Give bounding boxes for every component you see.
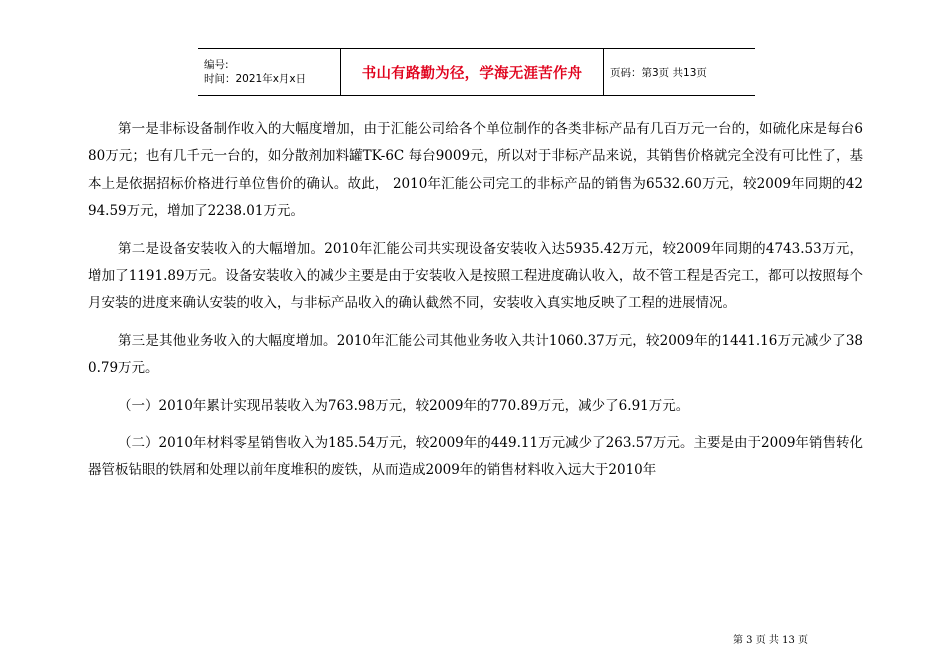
page-footer: 第 3 页 共 13 页	[733, 635, 808, 646]
document-time-label: 时间：2021年x月x日	[204, 73, 307, 85]
header-motto: 书山有路勤为径，学海无涯苦作舟	[361, 65, 583, 82]
paragraph: 第三是其他业务收入的大幅度增加。2010年汇能公司其他业务收入共计1060.37万元，较2009年的1441.16万元减少了380.79万元。	[88, 332, 863, 377]
document-header	[198, 48, 755, 96]
document-body	[88, 116, 863, 495]
paragraph: 第一是非标设备制作收入的大幅度增加，由于汇能公司给各个单位制作的各类非标产品有几百万元一台的，如硫化床是每台680万元；也有几千元一台的，如分散剂加料罐TK-6C 每台9009元，所以对于非标产品来说，其销售价格就完全没有可比性了，基本上是依据招标价格进行单位售价的确认。故此， 2010年汇能公司完工的非标产品的销售为6532.60万元，较2009年同期的4294.59万元，增加了2238.01万元。	[88, 121, 863, 220]
paragraph: （二）2010年材料零星销售收入为185.54万元，较2009年的449.11万元减少了263.57万元。主要是由于2009年销售转化器管板钻眼的铁屑和处理以前年度堆积的废铁，从而造成2009年的销售材料收入远大于2010年	[88, 435, 863, 479]
paragraph: 第二是设备安装收入的大幅增加。2010年汇能公司共实现设备安装收入达5935.42万元，较2009年同期的4743.53万元，增加了1191.89万元。设备安装收入的减少主要是由于安装收入是按照工程进度确认收入，故不管工程是否完工，都可以按照每个月安装的进度来确认安装的收入，与非标产品收入的确认截然不同，安装收入真实地反映了工程的进展情况。	[88, 240, 863, 312]
header-motto-cell	[341, 49, 604, 95]
document-number-label: 编号:	[204, 59, 229, 71]
header-meta	[198, 49, 341, 95]
paragraph: （一）2010年累计实现吊装收入为763.98万元，较2009年的770.89万元，减少了6.91万元。	[118, 397, 690, 414]
header-page-number: 页码：第3页 共13页	[610, 66, 707, 79]
header-page-cell	[604, 49, 755, 95]
